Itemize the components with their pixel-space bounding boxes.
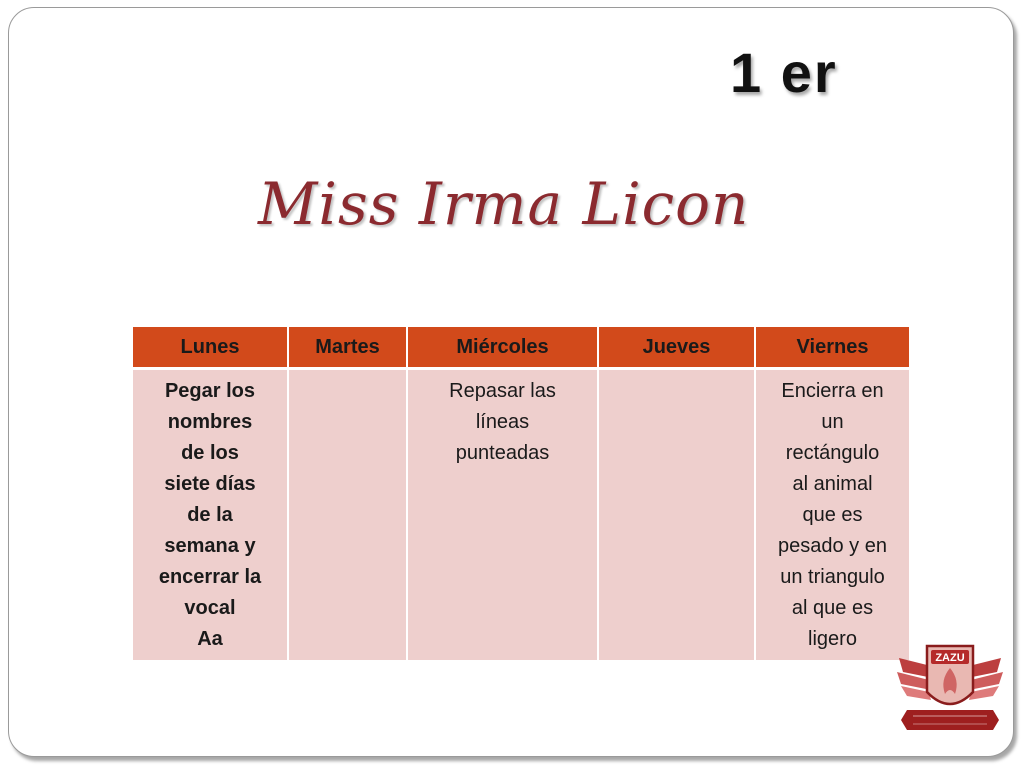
cell-line: punteadas <box>455 442 550 464</box>
cell-line: semana y <box>164 535 256 557</box>
header-viernes: Viernes <box>755 327 909 369</box>
header-martes: Martes <box>288 327 407 369</box>
cell-line: encerrar la <box>158 566 262 588</box>
cell-line: pesado y en <box>778 535 887 557</box>
cell-line: Aa <box>197 628 223 650</box>
cell-line: líneas <box>475 411 530 433</box>
zazu-crest-icon <box>893 636 1007 736</box>
cell-martes <box>288 369 407 661</box>
cell-line: vocal <box>184 597 236 619</box>
cell-line: Encierra en <box>781 380 884 402</box>
grade-title: 1 er <box>730 41 838 104</box>
header-lunes: Lunes <box>133 327 288 369</box>
logo-text: ZAZU <box>935 652 965 664</box>
cell-line: ligero <box>808 628 857 650</box>
cell-line: al animal <box>792 473 873 495</box>
cell-line: nombres <box>167 411 253 433</box>
school-logo-icon <box>893 636 1007 736</box>
cell-line: Repasar las <box>449 380 556 402</box>
cell-jueves <box>598 369 755 661</box>
header-jueves: Jueves <box>598 327 755 369</box>
cell-line: Pegar los <box>164 380 256 402</box>
cell-line: de los <box>181 442 239 464</box>
cell-line: de la <box>187 504 233 526</box>
header-row <box>133 327 909 369</box>
cell-line: un <box>821 411 844 433</box>
teacher-name: Miss Irma Licon <box>258 170 750 238</box>
cell-line: un triangulo <box>780 566 885 588</box>
task-row <box>133 369 909 661</box>
cell-lunes <box>133 369 288 661</box>
cell-line: que es <box>802 504 863 526</box>
weekly-schedule-table <box>133 327 909 660</box>
cell-miercoles <box>407 369 598 661</box>
cell-viernes <box>755 369 909 661</box>
cell-line: rectángulo <box>785 442 880 464</box>
header-miercoles: Miércoles <box>407 327 598 369</box>
cell-line: siete días <box>164 473 256 495</box>
cell-line: al que es <box>791 597 874 619</box>
